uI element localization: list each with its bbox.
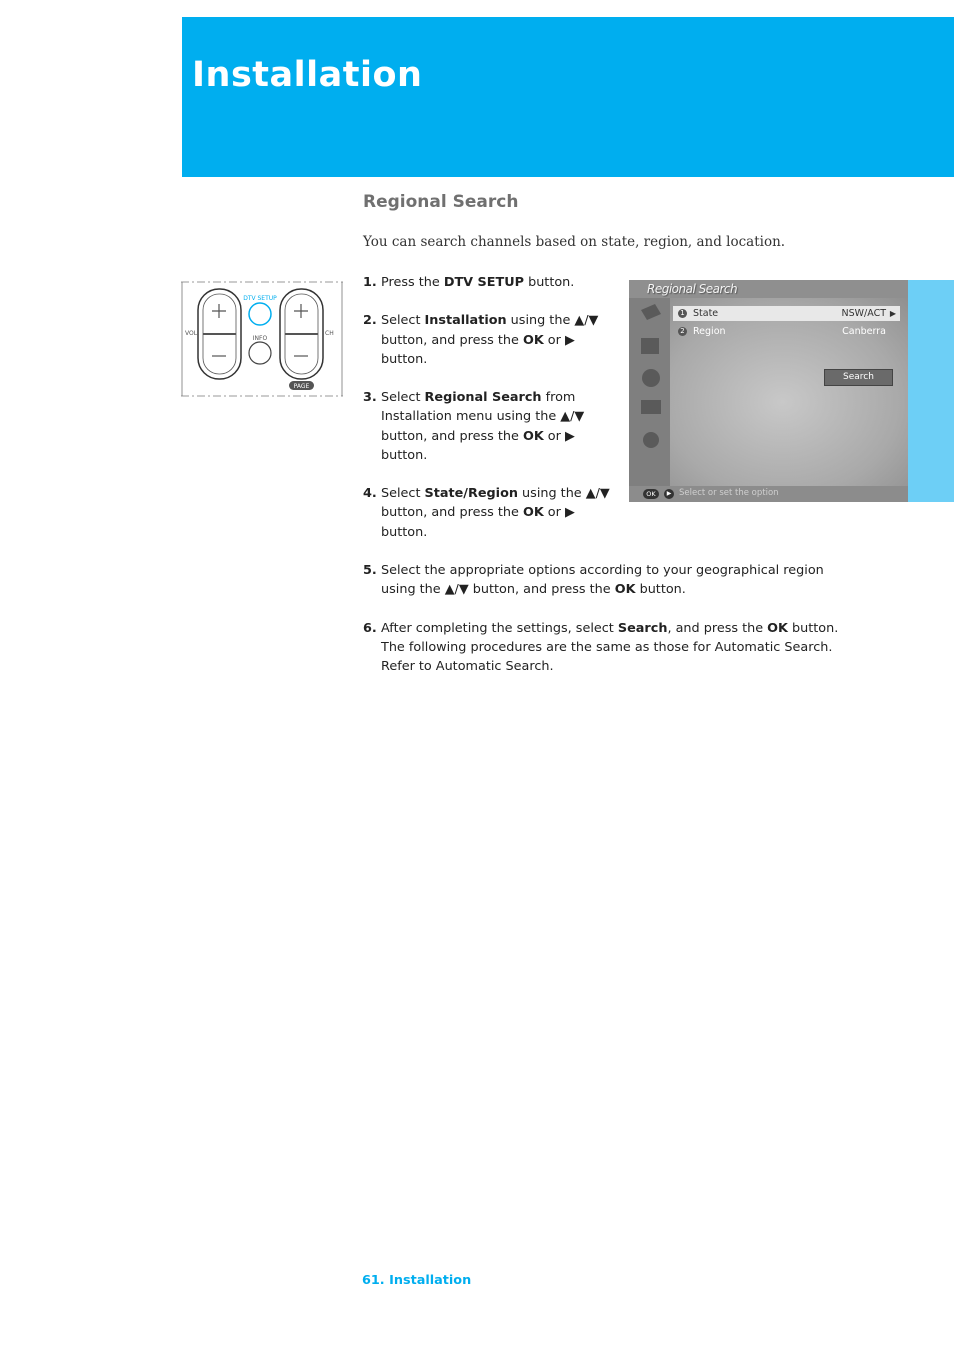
- dtv-setup-button[interactable]: [249, 303, 271, 325]
- step-fragment: from Installation menu using the ▲/▼ button, and press the: [381, 390, 585, 444]
- search-button[interactable]: Search: [824, 369, 893, 386]
- step-text: [381, 486, 610, 539]
- step-3: [363, 388, 613, 465]
- step-fragment: Select the appropriate options according to your geographical region using the ▲/▼ button, and press the: [381, 562, 824, 598]
- step-emphasis: OK: [614, 582, 636, 598]
- ch-label: CH: [325, 330, 334, 337]
- step-number: 3.: [363, 390, 377, 406]
- step-6: [363, 619, 853, 677]
- row-number: 2: [678, 327, 687, 336]
- step-fragment: using the ▲/▼ button, and press the: [381, 486, 610, 521]
- step-4: [363, 484, 613, 542]
- screen-title: Regional Search: [647, 282, 738, 296]
- menu-icon-settings: [643, 432, 659, 448]
- menu-icon-tv: [641, 338, 659, 354]
- vol-label: VOL: [185, 330, 198, 337]
- right-arrow-icon: ▶: [889, 309, 896, 318]
- step-text: [381, 390, 584, 463]
- step-number: 1.: [363, 275, 377, 290]
- right-arrow-icon: ▶: [664, 489, 674, 499]
- dtv-setup-label: DTV SETUP: [243, 295, 277, 302]
- info-label: INFO: [252, 335, 268, 342]
- step-emphasis: Installation: [424, 313, 507, 329]
- step-fragment: using the ▲/▼ button, and press the: [381, 313, 599, 348]
- step-emphasis: Search: [617, 620, 668, 636]
- footer-hint: Select or set the option: [679, 488, 779, 498]
- menu-icon-system: [641, 400, 661, 414]
- step-number: 6.: [363, 620, 377, 636]
- info-button[interactable]: [249, 342, 271, 364]
- step-fragment: or ▶ button.: [381, 428, 575, 463]
- step-fragment: or ▶ button.: [381, 505, 575, 540]
- step-fragment: or ▶ button.: [381, 332, 575, 367]
- step-emphasis: DTV SETUP: [443, 275, 524, 290]
- step-1: [363, 273, 613, 292]
- ok-icon: OK: [643, 489, 659, 499]
- tv-screen-screenshot: [629, 280, 908, 502]
- step-fragment: button.: [524, 275, 575, 290]
- step-emphasis: OK: [767, 620, 788, 636]
- step-emphasis: Regional Search: [424, 390, 542, 406]
- step-text: [381, 275, 574, 290]
- step-2: [363, 311, 613, 369]
- step-fragment: Select: [381, 486, 425, 502]
- region-row[interactable]: [673, 324, 900, 339]
- step-fragment: Press the: [381, 275, 444, 290]
- step-text: [381, 621, 838, 674]
- page-title: Installation: [192, 55, 423, 95]
- step-fragment: button. The following procedures are the same as those for Automatic Search. Refer to Automatic Search.: [381, 620, 839, 674]
- step-fragment: Select: [381, 313, 425, 329]
- step-text: [381, 563, 824, 597]
- remote-diagram: [181, 281, 343, 397]
- state-row[interactable]: [673, 306, 900, 321]
- step-fragment: After completing the settings, select: [381, 620, 618, 636]
- step-text: [381, 313, 598, 366]
- region-label: Region: [693, 326, 726, 337]
- step-emphasis: OK: [522, 428, 544, 444]
- step-fragment: Select: [381, 390, 425, 406]
- section-title: Regional Search: [363, 192, 519, 212]
- row-number: 1: [678, 309, 687, 318]
- section-intro: You can search channels based on state, region, and location.: [363, 234, 786, 250]
- step-number: 5.: [363, 562, 377, 578]
- menu-icon-installation: [642, 369, 660, 387]
- side-tab: [908, 280, 954, 502]
- step-emphasis: State/Region: [424, 486, 518, 502]
- page-label: PAGE: [293, 383, 310, 390]
- step-emphasis: OK: [522, 332, 544, 348]
- remote-control-illustration: [181, 281, 343, 397]
- header-band: [182, 17, 954, 177]
- state-value: NSW/ACT: [841, 308, 886, 319]
- state-label: State: [693, 308, 719, 319]
- step-number: 4.: [363, 486, 377, 502]
- region-value: Canberra: [842, 326, 886, 337]
- step-fragment: , and press the: [667, 620, 768, 636]
- step-fragment: button.: [635, 582, 686, 598]
- step-emphasis: OK: [522, 505, 544, 521]
- step-number: 2.: [363, 313, 377, 329]
- page-footer: 61. Installation: [362, 1273, 472, 1288]
- step-5: [363, 561, 853, 599]
- screen-footer: [629, 486, 908, 502]
